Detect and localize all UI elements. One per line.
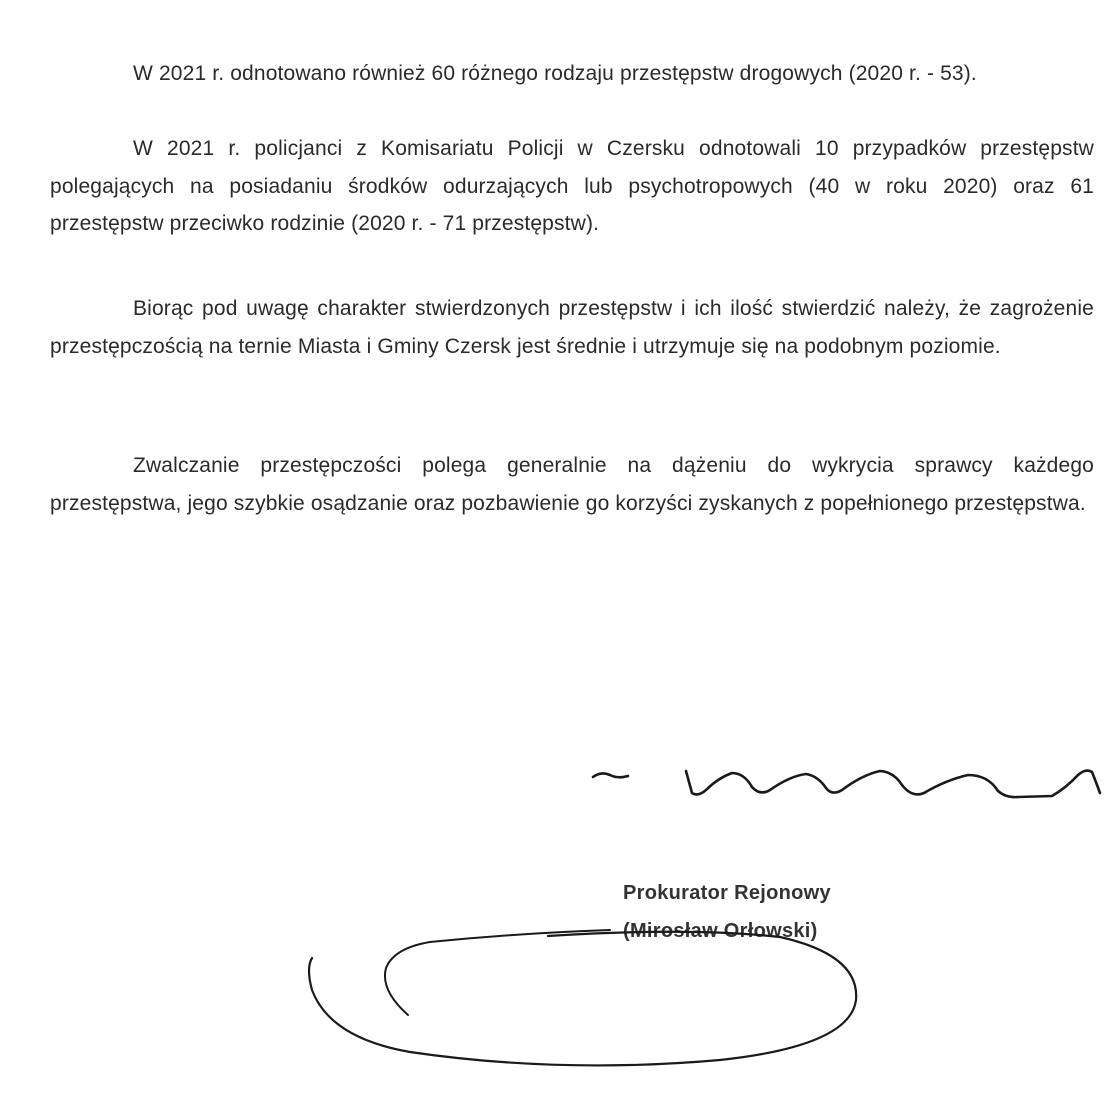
paragraph-police-statistics: W 2021 r. policjanci z Komisariatu Policji w Czersku odnotowali 10 przypadków przestępstw polegających na posiadaniu środków odurzających lub psychotropowych (40 w roku 2020) oraz 61 przestępstw przeciwko rodzinie (2020 r. - 71 przestępstw).: [50, 137, 1094, 235]
paragraph-crime-fighting: Zwalczanie przestępczości polega generalnie na dążeniu do wykrycia sprawcy każdego przestępstwa, jego szybkie osądzanie oraz pozbawienie go korzyści zyskanych z popełnionego przestępstwa.: [50, 454, 1094, 515]
signature-block: [623, 874, 831, 950]
paragraph-threat-assessment: Biorąc pod uwagę charakter stwierdzonych przestępstw i ich ilość stwierdzić należy, że zagrożenie przestępczością na ternie Miasta i Gminy Czersk jest średnie i utrzymuje się na podobnym poziomie.: [50, 297, 1094, 358]
paragraph-road-crimes: W 2021 r. odnotowano również 60 różnego rodzaju przestępstw drogowych (2020 r. - 53).: [133, 62, 977, 85]
signatory-title: Prokurator Rejonowy: [623, 882, 831, 904]
signatory-name: (Mirosław Orłowski): [623, 920, 818, 942]
